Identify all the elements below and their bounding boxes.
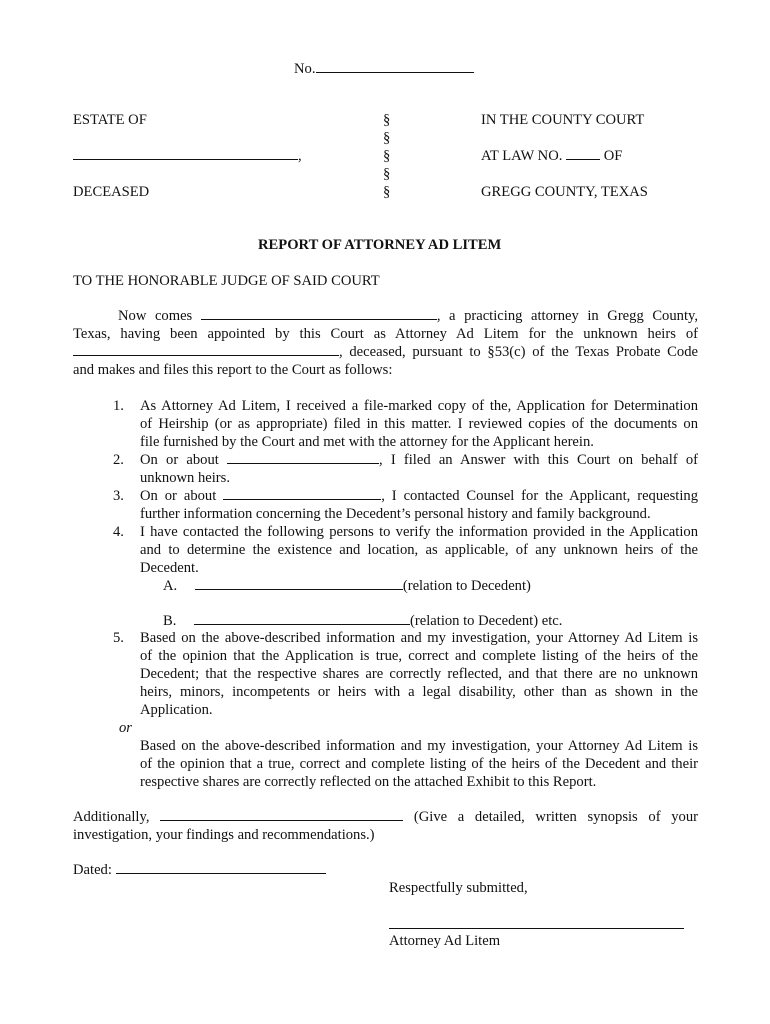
list-item-5-line-5: Application. — [140, 702, 213, 718]
case-number-blank[interactable] — [316, 60, 474, 73]
list-item-5-line-1: Based on the above-described information and my investigation, your Attorney Ad Litem is — [140, 630, 698, 646]
dated-line — [73, 861, 326, 879]
list-item-3-line-1 — [140, 487, 698, 505]
court-at-law-line — [481, 147, 622, 165]
at-law-suffix: OF — [603, 148, 623, 164]
alternative-line-1: Based on the above-described information and my investigation, your Attorney Ad Litem is — [140, 738, 698, 754]
list-item-1 — [113, 397, 698, 451]
decedent-name-line — [73, 147, 302, 165]
alternative-line-2: of the opinion that a true, correct and complete listing of the heirs of the Decedent and their — [140, 756, 698, 772]
document-title: REPORT OF ATTORNEY AD LITEM — [258, 237, 502, 253]
list-item-1-line-2: of Heirship (or as appropriate) filed in this matter. I reviewed copies of the documents on — [140, 416, 698, 432]
closing-text: Respectfully submitted, — [389, 880, 528, 896]
section-symbol-2: § — [383, 130, 391, 146]
list-item-3 — [113, 487, 698, 523]
person-a-blank[interactable] — [195, 577, 403, 590]
list-item-3-line-1-tail: , I contacted Counsel for the Applicant, requesting — [381, 488, 698, 504]
list-item-2-line-1-tail: , I filed an Answer with this Court on behalf of — [379, 452, 698, 468]
court-number-blank[interactable] — [566, 147, 600, 160]
intro-paragraph — [73, 307, 698, 379]
signature-line[interactable] — [389, 928, 684, 929]
attorney-name-blank[interactable] — [201, 307, 437, 320]
deceased-label: DECEASED — [73, 184, 150, 200]
court-name: IN THE COUNTY COURT — [481, 112, 645, 128]
list-item-1-line-1: As Attorney Ad Litem, I received a file-marked copy of the, Application for Determination — [140, 398, 698, 414]
case-number-label: No. — [294, 61, 316, 77]
estate-of-label: ESTATE OF — [73, 112, 147, 128]
section-symbol-5: § — [383, 184, 391, 200]
intro-line-3 — [73, 343, 698, 361]
intro-line-4: and makes and files this report to the Court as follows: — [73, 362, 393, 378]
dated-label: Dated: — [73, 862, 112, 878]
list-item-2-line-1 — [140, 451, 698, 469]
decedent-name-blank[interactable] — [73, 147, 298, 160]
intro-line-2: Texas, having been appointed by this Court as Attorney Ad Litem for the unknown heirs of — [73, 326, 698, 342]
list-item-5-number: 5. — [113, 630, 124, 646]
section-symbol-4: § — [383, 166, 391, 182]
additionally-line-2: investigation, your findings and recommendations.) — [73, 827, 375, 843]
decedent-name-comma: , — [298, 148, 302, 164]
person-a-line — [163, 577, 531, 595]
person-b-line — [163, 612, 562, 630]
signature-title: Attorney Ad Litem — [389, 933, 501, 949]
list-item-2 — [113, 451, 698, 487]
list-item-4 — [113, 523, 698, 577]
list-item-5-line-2: of the opinion that the Application is true, correct and complete listing of the heirs of the — [140, 648, 698, 664]
list-item-2-on-or-about: On or about — [140, 452, 219, 468]
at-law-prefix: AT LAW NO. — [481, 148, 563, 164]
answer-date-blank[interactable] — [227, 451, 379, 464]
section-symbol-1: § — [383, 112, 391, 128]
list-item-4-number: 4. — [113, 524, 124, 540]
intro-line-1-tail: , a practicing attorney in Gregg County, — [436, 308, 698, 324]
contact-date-blank[interactable] — [223, 487, 381, 500]
alternative-paragraph — [113, 737, 698, 791]
decedent-blank[interactable] — [73, 343, 339, 356]
list-item-5 — [113, 629, 698, 719]
list-item-1-number: 1. — [113, 398, 124, 414]
county-name: GREGG COUNTY, TEXAS — [481, 184, 648, 200]
additionally-label: Additionally, — [73, 809, 150, 825]
list-item-1-line-3: file furnished by the Court and met with the attorney for the Applicant herein. — [140, 434, 594, 450]
salutation: TO THE HONORABLE JUDGE OF SAID COURT — [73, 273, 380, 289]
section-symbol-3: § — [383, 148, 391, 164]
dated-blank[interactable] — [116, 861, 326, 874]
case-number — [294, 60, 474, 78]
additionally-paragraph — [73, 808, 698, 844]
list-item-4-line-3: Decedent. — [140, 560, 199, 576]
list-item-2-number: 2. — [113, 452, 124, 468]
or-separator: or — [119, 720, 132, 736]
additionally-line-1 — [73, 808, 698, 826]
person-b-relation: (relation to Decedent) etc. — [410, 613, 563, 629]
list-item-5-line-4: heirs, minors, incompetents or heirs with a legal disability, other than as shown in the — [140, 684, 698, 700]
alternative-line-3: respective shares are correctly reflected on the attached Exhibit to this Report. — [140, 774, 597, 790]
person-a-relation: (relation to Decedent) — [402, 578, 531, 594]
additionally-line-1-tail: (Give a detailed, written synopsis of your — [413, 809, 698, 825]
synopsis-blank[interactable] — [160, 808, 403, 821]
list-item-4-line-1: I have contacted the following persons to verify the information provided in the Application — [140, 524, 698, 540]
intro-line-1 — [73, 307, 698, 325]
list-item-5-line-3: Decedent; that the respective shares are correctly reflected, and that there are no unknown — [140, 666, 698, 682]
list-item-3-number: 3. — [113, 488, 124, 504]
person-b-label: B. — [163, 613, 177, 629]
list-item-3-line-2: further information concerning the Decedent’s personal history and family background. — [140, 506, 651, 522]
intro-line-3-tail: , deceased, pursuant to §53(c) of the Texas Probate Code — [339, 344, 698, 360]
list-item-4-line-2: and to determine the existence and location, as applicable, of any unknown heirs of the — [140, 542, 698, 558]
list-item-2-line-2: unknown heirs. — [140, 470, 230, 486]
person-b-blank[interactable] — [194, 612, 410, 625]
list-item-3-on-or-about: On or about — [140, 488, 217, 504]
intro-now-comes: Now comes — [118, 308, 193, 324]
person-a-label: A. — [163, 578, 178, 594]
